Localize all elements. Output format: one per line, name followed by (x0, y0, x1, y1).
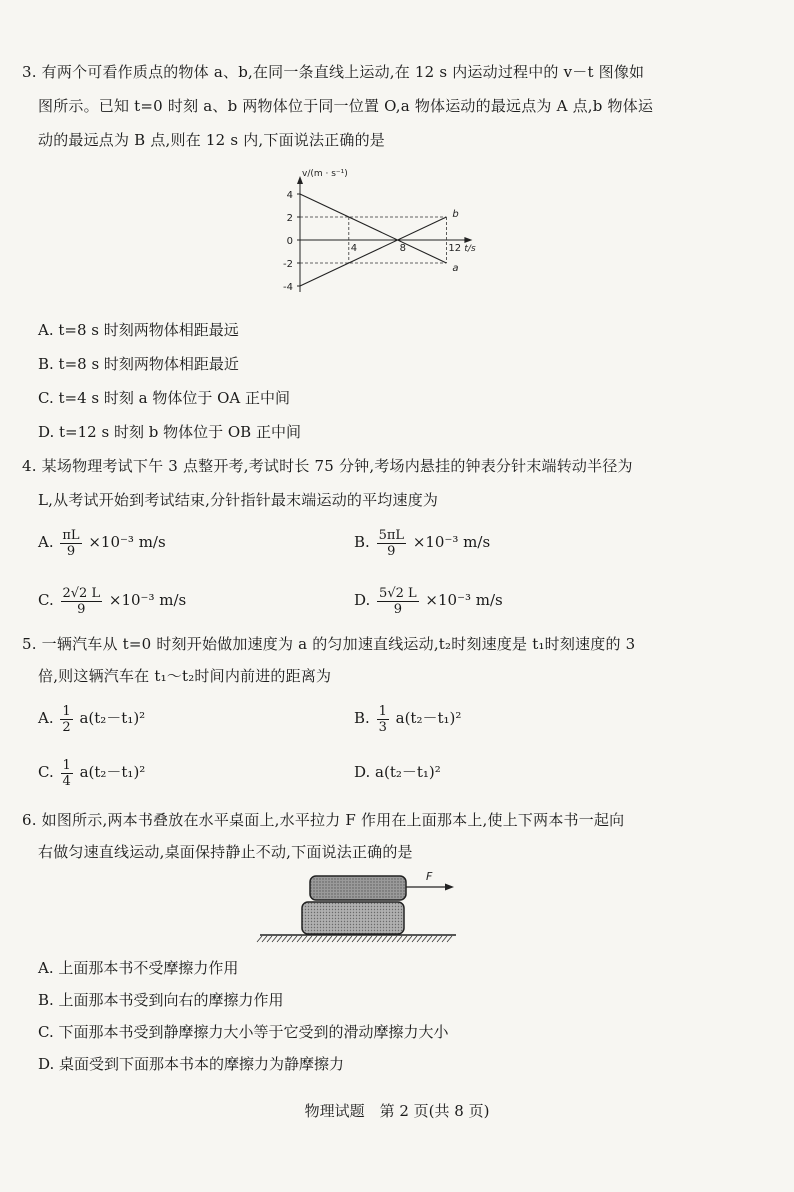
hatch-line (337, 936, 342, 942)
series-line-a (300, 194, 446, 263)
q6-option-d: D. 桌面受到下面那本书本的摩擦力为静摩擦力 (38, 1055, 345, 1073)
hatch-line (347, 936, 352, 942)
hatch-line (427, 936, 432, 942)
hatch-line (307, 936, 312, 942)
vt-chart (268, 160, 488, 300)
hatch-line (352, 936, 357, 942)
q4-stem-line-2: L,从考试开始到考试结束,分针指针最末端运动的平均速度为 (38, 491, 439, 509)
q4-option-b-unit: ×10⁻³ m/s (412, 533, 491, 551)
q4-option-a-unit: ×10⁻³ m/s (88, 533, 166, 551)
q5-c-numerator: 1 (62, 757, 71, 773)
q5-option-a-fraction (60, 704, 72, 735)
q4-stem-line-1: 4. 某场物理考试下午 3 点整开考,考试时长 75 分钟,考场内悬挂的钟表分针末端转动半径为 (22, 457, 633, 475)
hatch-line (432, 936, 437, 942)
q5-option-a-expression: a(t₂－t₁)² (79, 709, 146, 727)
q4-b-denominator: 9 (387, 543, 396, 559)
q6-stem-line-1: 6. 如图所示,两本书叠放在水平桌面上,水平拉力 F 作用在上面那本上,使上下两本书一起向 (22, 811, 625, 829)
hatch-line (417, 936, 422, 942)
q4-d-numerator: 5√2 L (379, 585, 417, 601)
q4-option-c-unit: ×10⁻³ m/s (108, 591, 187, 609)
y-axis-label: v/(m · s⁻¹) (302, 169, 348, 179)
q5-option-c-expression: a(t₂－t₁)² (79, 763, 146, 781)
q5-option-b-label: B. (354, 709, 370, 727)
hatch-line (272, 936, 277, 942)
x-axis-arrow (464, 237, 472, 243)
q5-option-a-label: A. (38, 709, 54, 727)
q4-option-d-label: D. (354, 591, 371, 609)
q3-stem-line-2: 图所示。已知 t=0 时刻 a、b 两物体位于同一位置 O,a 物体运动的最远点为 A 点,b 物体运 (38, 97, 654, 115)
force-arrow-head (445, 884, 454, 891)
q5-option-c-label: C. (38, 763, 54, 781)
q4-a-denominator: 9 (66, 543, 76, 559)
hatch-line (312, 936, 317, 942)
hatch-line (387, 936, 392, 942)
hatch-line (292, 936, 297, 942)
q3-stem-line-3: 动的最远点为 B 点,则在 12 s 内,下面说法正确的是 (38, 131, 385, 149)
q5-c-denominator: 4 (62, 773, 71, 789)
table-hatching (257, 936, 452, 942)
x-tick-label-8: 8 (399, 243, 406, 254)
q3-option-a: A. t=8 s 时刻两物体相距最远 (38, 321, 239, 339)
hatch-line (382, 936, 387, 942)
top-book (310, 876, 406, 900)
q5-stem-line-2: 倍,则这辆汽车在 t₁～t₂时间内前进的距离为 (38, 667, 332, 685)
q5-a-numerator: 1 (62, 703, 71, 719)
q3-option-b: B. t=8 s 时刻两物体相距最近 (38, 355, 239, 373)
q4-option-b (354, 522, 490, 562)
hatch-line (302, 936, 307, 942)
q5-option-a (38, 698, 145, 738)
hatch-line (262, 936, 267, 942)
q4-option-d (354, 580, 503, 620)
q4-option-a-label: A. (38, 533, 54, 551)
books-diagram (256, 866, 466, 946)
q4-a-numerator: πL (62, 527, 80, 543)
hatch-line (357, 936, 362, 942)
q3-stem-line-1: 3. 有两个可看作质点的物体 a、b,在同一条直线上运动,在 12 s 内运动过程中的 v－t 图像如 (22, 63, 645, 81)
x-tick-label-12: 12 (448, 243, 462, 254)
q6-option-c: C. 下面那本书受到静摩擦力大小等于它受到的滑动摩擦力大小 (38, 1023, 449, 1041)
hatch-line (422, 936, 427, 942)
hatch-line (437, 936, 442, 942)
q3-option-d: D. t=12 s 时刻 b 物体位于 OB 正中间 (38, 423, 301, 441)
q4-c-denominator: 9 (77, 601, 86, 617)
bottom-book (302, 902, 404, 934)
hatch-line (322, 936, 327, 942)
force-label: F (426, 870, 433, 883)
q5-option-c (38, 752, 145, 792)
q4-option-d-fraction (377, 586, 419, 617)
hatch-line (377, 936, 382, 942)
hatch-line (412, 936, 417, 942)
series-label-a: a (452, 263, 459, 274)
q4-option-c (38, 580, 186, 620)
q5-option-b-expression: a(t₂－t₁)² (395, 709, 462, 727)
q4-option-c-label: C. (38, 591, 54, 609)
series-line-b (300, 217, 446, 286)
hatch-line (447, 936, 452, 942)
hatch-line (277, 936, 282, 942)
q4-option-a (38, 522, 166, 562)
hatch-line (282, 936, 287, 942)
q5-option-b (354, 698, 461, 738)
q6-stem-line-2: 右做匀速直线运动,桌面保持静止不动,下面说法正确的是 (38, 843, 413, 861)
q5-option-d-label: D. (354, 763, 371, 781)
q5-option-c-fraction (61, 758, 73, 789)
hatch-line (397, 936, 402, 942)
q6-option-b: B. 上面那本书受到向右的摩擦力作用 (38, 991, 284, 1009)
q4-option-d-unit: ×10⁻³ m/s (425, 591, 503, 609)
series-label-b: b (452, 209, 459, 220)
hatch-line (257, 936, 262, 942)
y-tick-label--4: -4 (283, 282, 293, 293)
q4-option-b-fraction (377, 528, 406, 559)
x-tick-label-4: 4 (350, 243, 358, 254)
q5-b-denominator: 3 (378, 719, 387, 735)
q5-option-d (354, 752, 441, 792)
q4-option-b-label: B. (354, 533, 370, 551)
hatch-line (297, 936, 302, 942)
q5-stem-line-1: 5. 一辆汽车从 t=0 时刻开始做加速度为 a 的匀加速直线运动,t₂时刻速度是 t₁时刻速度的 3 (22, 635, 636, 653)
x-axis-label: t/s (464, 244, 476, 254)
hatch-line (267, 936, 272, 942)
q6-option-a: A. 上面那本书不受摩擦力作用 (38, 959, 239, 977)
hatch-line (392, 936, 397, 942)
hatch-line (372, 936, 377, 942)
q5-a-denominator: 2 (62, 719, 71, 735)
q3-option-c: C. t=4 s 时刻 a 物体位于 OA 正中间 (38, 389, 290, 407)
hatch-line (402, 936, 407, 942)
hatch-line (367, 936, 372, 942)
q4-b-numerator: 5πL (378, 527, 405, 543)
hatch-line (442, 936, 447, 942)
hatch-line (362, 936, 367, 942)
q4-c-numerator: 2√2 L (62, 585, 101, 601)
q5-option-d-expression: a(t₂－t₁)² (375, 763, 441, 781)
hatch-line (287, 936, 292, 942)
q4-option-a-fraction (60, 528, 81, 559)
page-footer: 物理试题 第 2 页(共 8 页) (304, 1102, 490, 1120)
hatch-line (327, 936, 332, 942)
y-tick-label--2: -2 (283, 259, 293, 270)
hatch-line (332, 936, 337, 942)
y-tick-label-2: 2 (286, 213, 293, 224)
q4-d-denominator: 9 (393, 601, 402, 617)
hatch-line (407, 936, 412, 942)
y-tick-label-0: 0 (286, 236, 293, 247)
q5-b-numerator: 1 (378, 703, 387, 719)
hatch-line (317, 936, 322, 942)
q4-option-c-fraction (61, 586, 103, 617)
q5-option-b-fraction (377, 704, 389, 735)
y-tick-label-4: 4 (286, 190, 293, 201)
hatch-line (342, 936, 347, 942)
